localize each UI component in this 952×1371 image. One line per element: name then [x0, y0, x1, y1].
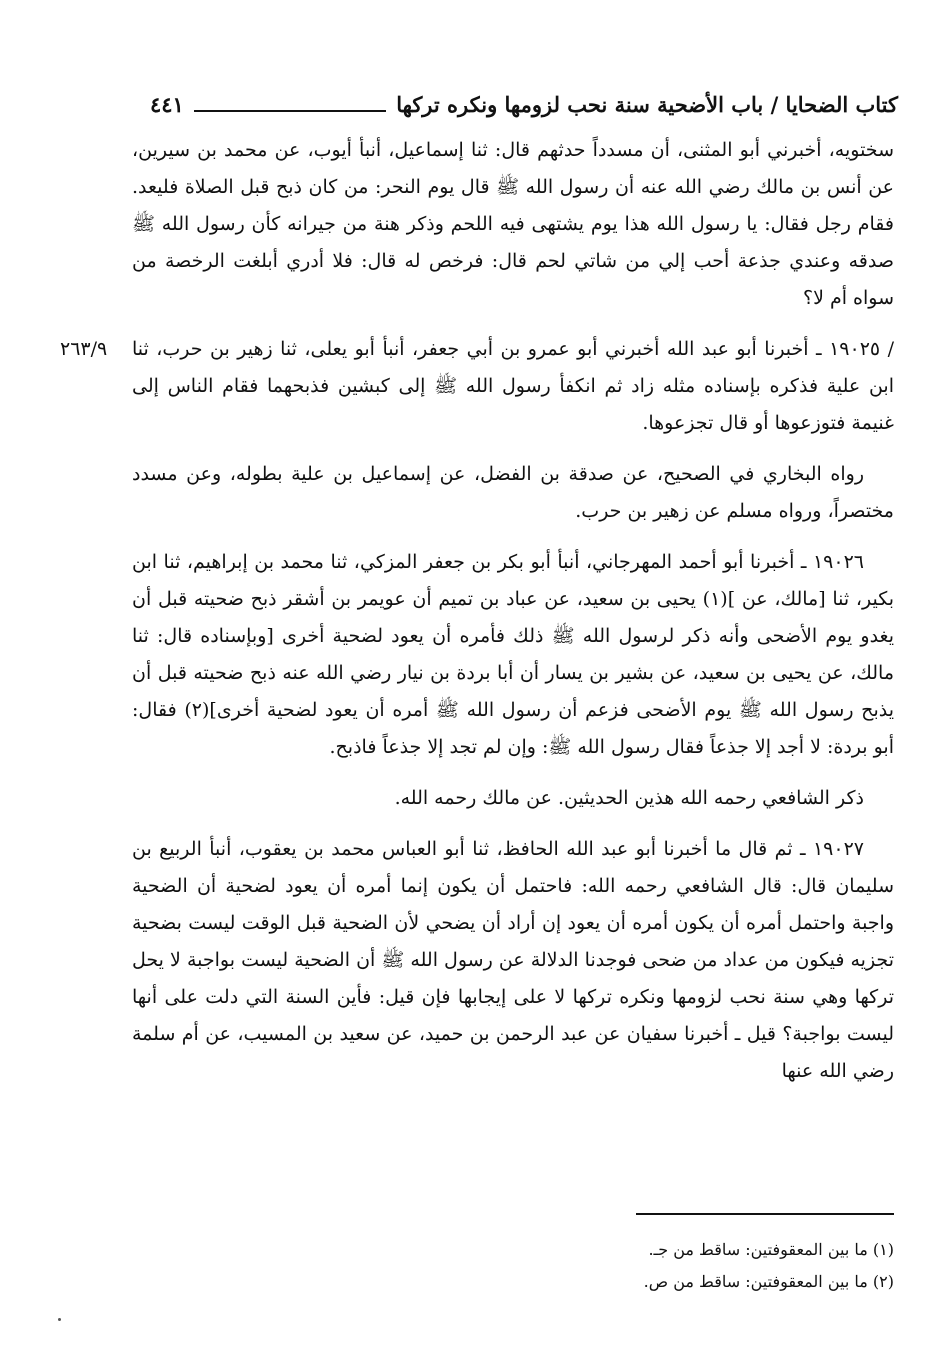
- print-speck: [58, 1318, 61, 1321]
- header-rule: [194, 110, 386, 112]
- header-title: كتاب الضحايا / باب الأضحية سنة نحب لزومها ونكره تركها: [396, 92, 898, 117]
- paragraph-3: رواه البخاري في الصحيح، عن صدقة بن الفضل، عن إسماعيل بن علية بطوله، وعن مسدد مختصراً، ورواه مسلم عن زهير بن حرب.: [132, 463, 894, 522]
- paragraph-5: ذكر الشافعي رحمه الله هذين الحديثين. عن مالك رحمه الله.: [394, 787, 864, 809]
- footnote-2: (٢) ما بين المعقوفتين: ساقط من ص.: [643, 1272, 894, 1291]
- paragraph-2: / ١٩٠٢٥ ـ أخبرنا أبو عبد الله أخبرني أبو عمرو بن أبي جعفر، أنبأ أبو يعلى، ثنا زهير بن حرب، ثنا ابن علية فذكره بإسناده مثله زاد ثم انكفأ رسول الله ﷺ إلى كبشين فذبحهما فقام الناس إلى غنيمة فتوزعوها أو قال تجزعوها.: [132, 338, 894, 434]
- footnote-separator: [636, 1213, 894, 1215]
- running-header: [150, 84, 898, 120]
- main-text: [60, 132, 894, 1090]
- margin-volume-page-ref: ٢٦٣/٩: [60, 338, 108, 360]
- paragraph-1: سختويه، أخبرني أبو المثنى، أن مسدداً حدثهم قال: ثنا إسماعيل، أنبأ أيوب، عن محمد بن سيرين، عن أنس بن مالك رضي الله عنه أن رسول الله ﷺ قال يوم النحر: من كان ذبح قبل الصلاة فليعد. فقام رجل فقال: يا رسول الله هذا يوم يشتهى فيه اللحم وذكر هنة من جيرانه كأن رسول الله ﷺ صدقه وعندي جذعة أحب إلي من شاتي لحم قال: فرخص له قال: فلا أدري أبلغت الرخصة من سواه أم لا؟: [132, 139, 894, 309]
- footnotes: [132, 1234, 894, 1298]
- hadith-19025: [60, 331, 894, 442]
- page-number: ٤٤١: [150, 92, 184, 117]
- paragraph-4: ١٩٠٢٦ ـ أخبرنا أبو أحمد المهرجاني، أنبأ أبو بكر بن جعفر المزكي، ثنا محمد بن إبراهيم، ثنا ابن بكير، ثنا [مالك، عن ](١) يحيى بن سعيد، عن عباد بن تميم أن عويمر بن أشقر ذبح ضحيته قبل أن يغدو يوم الأضحى وأنه ذكر لرسول الله ﷺ ذلك فأمره أن يعود لضحية أخرى [وبإسناده قال: ثنا مالك، عن يحيى بن سعيد، عن بشير بن يسار أن أبا بردة بن نيار رضي الله عنه ذبح ضحيته قبل أن يذبح رسول الله ﷺ يوم الأضحى فزعم أن رسول الله ﷺ أمره أن يعود لضحية أخرى](٢) فقال: أبو بردة: لا أجد إلا جذعاً فقال رسول الله ﷺ: وإن لم تجد إلا جذعاً فاذبح.: [132, 551, 894, 758]
- paragraph-6: ١٩٠٢٧ ـ ثم قال ما أخبرنا أبو عبد الله الحافظ، ثنا أبو العباس محمد بن يعقوب، أنبأ الربيع بن سليمان قال: قال الشافعي رحمه الله: فاحتمل أن يكون إنما أمره أن يعود لضحية أن الضحية واجبة واحتمل أمره أن يكون أمره أن يعود إن أراد أن يضحي لأن الضحية قبل الوقت ليست بضحية تجزيه فيكون من عداد من ضحى فوجدنا الدلالة عن رسول الله ﷺ أن الضحية ليست بواجبة لا يحل تركها وهي سنة نحب لزومها ونكره تركها لا على إيجابها فإن قيل: فأين السنة التي دلت على أنها ليست بواجبة؟ قيل ـ أخبرنا سفيان عن عبد الرحمن بن حميد، عن سعيد بن المسيب، عن أم سلمة رضي الله عنها: [132, 838, 894, 1082]
- footnote-1: (١) ما بين المعقوفتين: ساقط من جـ.: [648, 1240, 894, 1259]
